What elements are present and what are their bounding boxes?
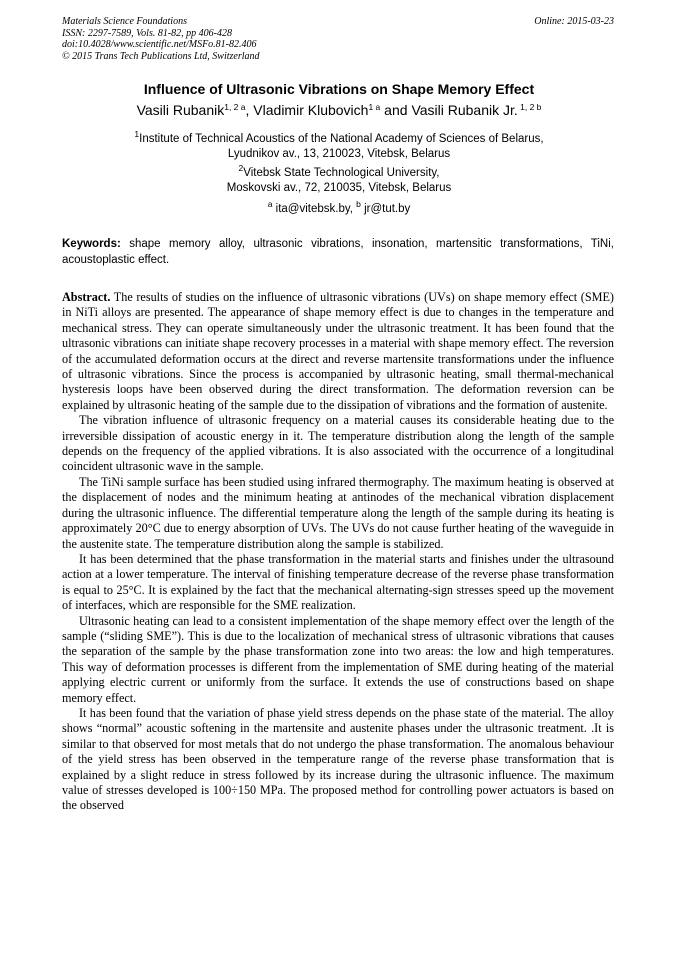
journal-header [62,16,614,62]
email-line [0,199,678,215]
author-separator: and [380,102,412,118]
journal-copyright: © 2015 Trans Tech Publications Ltd, Switzerland [62,50,260,62]
author-list [0,102,678,118]
affiliation-marker: 1 [134,129,140,139]
paper-title: Influence of Ultrasonic Vibrations on Shape Memory Effect [143,81,535,97]
affiliation-address: Lyudnikov av., 13, 210023, Vitebsk, Belarus [227,148,451,160]
journal-name: Materials Science Foundations [62,16,187,27]
author-affiliation-marker: 1, 2 b [517,102,542,112]
paragraph-text: The results of studies on the influence of ultrasonic vibrations (UVs) on shape memory effect (SME) in NiTi alloys are presented. The appearance of shape memory effect is due to changes in the temperature and mechanical stress. They can operate simultaneously under the ultrasonic treatment. It has been found that the ultrasonic vibrations can initiate shape recovery processes in a material with shape memory effect. The reversion of the accumulated deformation occurs at the direct and reverse martensite transformations under the influence of ultrasonic vibrations. Since the process is accompanied by ultrasonic heating, small thermal-mechanical hysteresis loops have been observed during the direct transformation. The deformation reversion can be explained by ultrasonic heating of the sample due to the dissipation of vibrations and the formation of austenite. [62,290,614,412]
abstract-body [62,290,614,814]
email-address: ita@vitebsk.by, [272,203,357,215]
keywords-text: shape memory alloy, ultrasonic vibrations, insonation, martensitic transformations, TiNi, acoustoplastic effect. [62,238,614,266]
affiliation-2 [0,163,678,196]
affiliation-line: Institute of Technical Acoustics of the National Academy of Sciences of Belarus, [139,133,544,145]
keywords [62,237,614,268]
journal-issn: ISSN: 2297-7589, Vols. 81-82, pp 406-428 [62,27,232,39]
abstract-paragraph: The TiNi sample surface has been studied using infrared thermography. The maximum heating is observed at the displacement of nodes and the minimum heating at antinodes of the mechanical vibration displacement during the ultrasonic influence. The differential temperature along the length of the sample during its heating is approximately 20°C due to energy absorption of UVs. The UVs do not cause further heating of the waveguide in the austenite state. The temperature distribution along the sample is stabilized. [62,474,614,551]
email-address: jr@tut.by [360,203,411,215]
author-name: Vladimir Klubovich [253,102,369,118]
online-date: Online: 2015-03-23 [534,16,614,27]
keywords-label: Keywords: [62,238,121,250]
affiliation-marker: 2 [238,163,244,173]
affiliation-1 [0,129,678,162]
author-affiliation-marker: 1, 2 a [224,102,246,112]
journal-doi: doi:10.4028/www.scientific.net/MSFo.81-82.406 [62,39,257,50]
affiliation-line: Vitebsk State Technological University, [243,167,440,179]
affiliation-address: Moskovski av., 72, 210035, Vitebsk, Belarus [226,182,452,194]
abstract-label: Abstract. [62,290,111,304]
abstract-paragraph [62,290,614,413]
email-marker: b [356,199,361,209]
author-name: Vasili Rubanik Jr. [411,102,518,118]
abstract-paragraph: It has been determined that the phase transformation in the material starts and finishes under the ultrasound action at a lower temperature. The interval of finishing temperature decrease of the reverse phase transformation is equal to 25°C. It is explained by the fact that the mechanical alternating-sign stresses speed up the movement of interfaces, which are responsible for the SME realization. [62,551,614,613]
email-marker: a [267,199,273,209]
author-affiliation-marker: 1 a [368,102,381,112]
author-separator: , [245,102,254,118]
abstract-paragraph: The vibration influence of ultrasonic frequency on a material causes its considerable heating due to the irreversible dissipation of acoustic energy in it. The temperature distribution along the length of the sample depends on the frequency of the applied vibrations. It is also associated with the occurrence of a longitudinal coincident ultrasonic wave in the sample. [62,413,614,474]
author-name: Vasili Rubanik [136,102,225,118]
abstract-paragraph: It has been found that the variation of phase yield stress depends on the phase state of the material. The alloy shows “normal” acoustic softening in the martensite and austenite phases under the ultrasonic treatment. .It is similar to that observed for most metals that do not undergo the phase transformation. The anomalous behaviour of the yield stress has been observed in the temperature range of the reverse phase transformation that is explained by a slight reduce in stress followed by its increase during the ultrasonic influence. The maximum value of stresses developed is 100÷150 MPa. The proposed method for controlling power actuators is based on the observed [62,705,614,813]
abstract-paragraph: Ultrasonic heating can lead to a consistent implementation of the shape memory effect over the length of the sample (“sliding SME”). This is due to the localization of mechanical stress of ultrasonic vibrations that causes the separation of the sample by the phase transformation zone into two areas: the low and high temperatures. This way of deformation processes is different from the implementation of SME during heating of the material applying electric current or uniformly from the surface. It extends the use of constructions based on shape memory effect. [62,613,614,705]
